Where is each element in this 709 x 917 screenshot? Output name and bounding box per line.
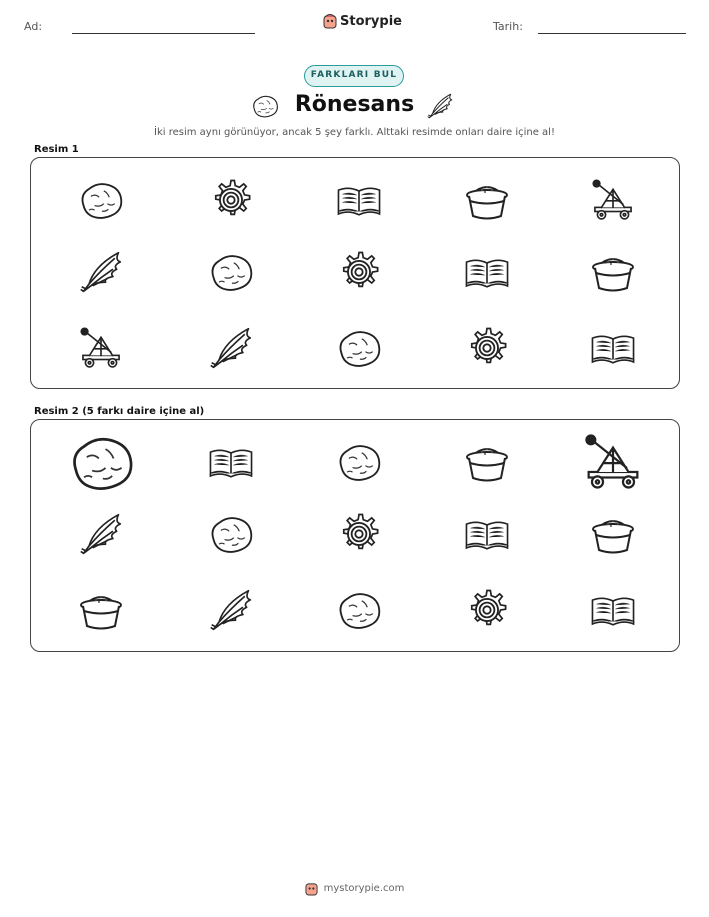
- picture1-panel: [30, 157, 680, 389]
- find-differences-tag: FARKLARI BUL: [304, 65, 404, 87]
- storypie-logo-icon: [323, 13, 337, 29]
- rock-icon: [78, 177, 124, 223]
- rock-icon: [208, 249, 254, 295]
- footer: [0, 881, 709, 896]
- rock-icon[interactable]: [336, 439, 382, 485]
- gear-icon[interactable]: [464, 587, 510, 633]
- catapult-icon: [78, 325, 124, 371]
- book-icon[interactable]: [590, 587, 636, 633]
- picture1-label: Resim 1: [34, 144, 79, 155]
- gear-icon: [208, 177, 254, 223]
- brand-name: Storypie: [340, 13, 402, 29]
- name-label: Ad:: [24, 20, 43, 33]
- name-line[interactable]: [72, 33, 255, 34]
- book-icon: [464, 249, 510, 295]
- gear-icon[interactable]: [336, 511, 382, 557]
- storypie-footer-icon: [305, 881, 318, 896]
- instructions: İki resim aynı görünüyor, ancak 5 şey farklı. Alttaki resimde onları daire içine al!: [154, 127, 555, 138]
- bowl-icon[interactable]: [78, 587, 124, 633]
- book-icon[interactable]: [208, 439, 254, 485]
- footer-url[interactable]: mystorypie.com: [323, 883, 405, 894]
- date-label: Tarih:: [493, 20, 523, 33]
- rock-icon[interactable]: [336, 587, 382, 633]
- catapult-icon[interactable]: [582, 431, 644, 493]
- date-line[interactable]: [538, 33, 686, 34]
- title-wing-icon: [426, 92, 456, 120]
- brand-logo: [323, 13, 402, 29]
- book-icon: [336, 177, 382, 223]
- picture2-panel[interactable]: [30, 419, 680, 652]
- bowl-icon: [590, 249, 636, 295]
- bowl-icon[interactable]: [590, 511, 636, 557]
- picture2-label: Resim 2 (5 farkı daire içine al): [34, 406, 205, 417]
- gear-icon: [464, 325, 510, 371]
- rock-icon[interactable]: [208, 511, 254, 557]
- bowl-icon[interactable]: [464, 439, 510, 485]
- catapult-icon: [590, 177, 636, 223]
- wing-icon: [208, 325, 254, 371]
- page-title: Rönesans: [294, 92, 415, 117]
- wing-icon[interactable]: [78, 511, 124, 557]
- wing-icon: [78, 249, 124, 295]
- book-icon: [590, 325, 636, 371]
- rock-icon[interactable]: [68, 429, 135, 496]
- bowl-icon: [464, 177, 510, 223]
- gear-icon: [336, 249, 382, 295]
- wing-icon[interactable]: [208, 587, 254, 633]
- rock-icon: [336, 325, 382, 371]
- book-icon[interactable]: [464, 511, 510, 557]
